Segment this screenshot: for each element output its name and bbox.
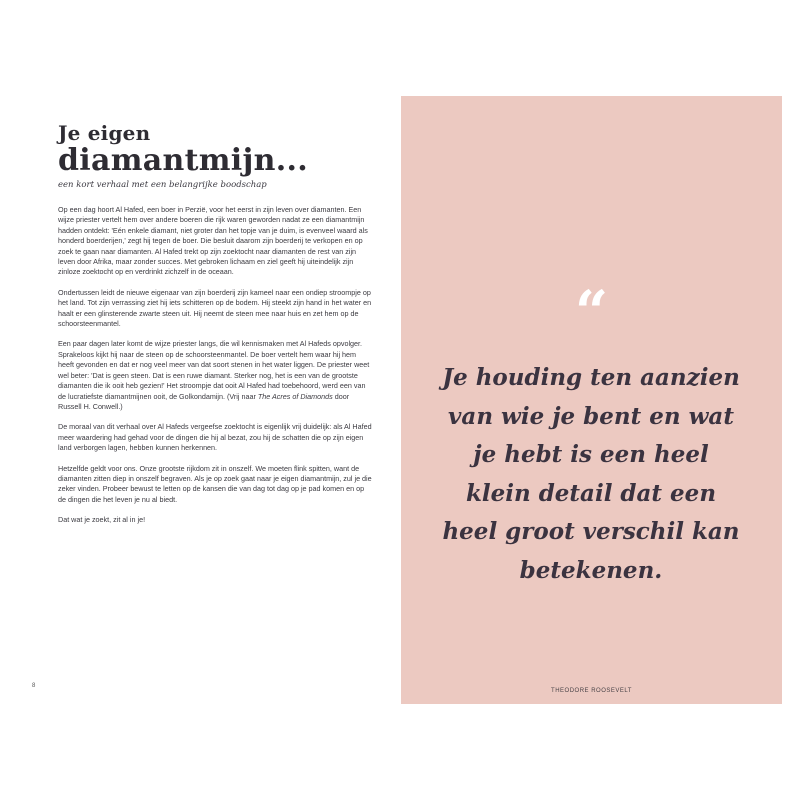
quote-panel xyxy=(401,96,782,704)
paragraph-2: Ondertussen leidt de nieuwe eigenaar van zijn boerderij zijn kameel naar een ondiep stroompje op het land. Tot zijn verrassing ziet hij iets schitteren op de bodem. Hij steekt zijn hand in het water en haalt er een glinsterende zwarte steen uit. Hij neemt de steen mee naar huis en zet hem op de schoorsteenmantel. xyxy=(58,287,372,329)
quote-text: Je houding ten aanzien van wie je bent en wat je hebt is een heel klein detail dat een heel groot verschil kan betekenen. xyxy=(442,364,740,584)
quote-mark-icon: “ xyxy=(574,278,609,346)
paragraph-6: Dat wat je zoekt, zit al in je! xyxy=(58,515,146,525)
book-title: The Acres of Diamonds xyxy=(257,391,333,401)
paragraph-5: Hetzelfde geldt voor ons. Onze grootste rijkdom zit in onszelf. We moeten flink spitten, want de diamanten zitten diep in onszelf begraven. Als je op zoek gaat naar je eigen diamantmijn, zul je die zeker vinden. Probeer bewust te letten op de kansen die van dag tot dag op je pad komen en op de dingen die het leven je nu al biedt. xyxy=(58,463,372,504)
paragraph-3-text-a: Een paar dagen later komt de wijze priester langs, die wil kennismaken met Al Hafeds opvolger. Sprakeloos kijkt hij naar de steen op de schoorsteenmantel. De boer vertelt hem waar hij hem heeft gevonden en dat er nog veel meer van dat soort stenen in het water liggen. De priester weet wel beter: 'Dat is geen steen. Dat is een ruwe diamant. Sterker nog, het is een van de grootste diamanten die ik ooit heb gezien!' Het stroompje dat ooit Al Hafed had toebehoord, werd een van de lucratiefste diamantmijnen ooit, de Golkondamijn. (Vrij naar xyxy=(58,339,370,401)
quote-author: THEODORE ROOSEVELT xyxy=(551,688,632,694)
paragraph-1: Op een dag hoort Al Hafed, een boer in Perzië, voor het eerst in zijn leven over diamanten. Een wijze priester vertelt hem over andere boeren die rijk waren geworden nadat ze een diamantmijn hadden ontdekt: 'Eén enkele diamant, niet groter dan het topje van je duim, is evenveel waard als honderd boerderijen,' zegt hij tegen de boer. Die besluit daarom zijn boerderij te verkopen en op zoek te gaan naar diamanten. Al Hafed trekt op zijn zoektocht naar diamanten de rest van zijn leven door Afrika, maar zonder succes. Met gebroken lichaam en ziel geeft hij uiteindelijk zijn zinloze zoektocht op en verdrinkt zichzelf in de oceaan. xyxy=(58,205,368,277)
paragraph-4: De moraal van dit verhaal over Al Hafeds vergeefse zoektocht is eigenlijk vrij duidelijk: als Al Hafed meer waardering had gehad voor de dingen die hij al bezat, zou hij de schatten die op zijn eigen land verborgen lagen, hebben kunnen herkennen. xyxy=(58,422,372,453)
paragraph-3 xyxy=(58,339,374,412)
page-number: 8 xyxy=(32,683,36,689)
title-line-1: Je eigen xyxy=(58,121,151,145)
left-page xyxy=(58,122,374,536)
title-line-2: diamantmijn... xyxy=(58,143,309,178)
subtitle: een kort verhaal met een belangrijke boodschap xyxy=(58,180,267,190)
paragraph-3-text-b: door Russell H. Conwell.) xyxy=(58,391,350,411)
